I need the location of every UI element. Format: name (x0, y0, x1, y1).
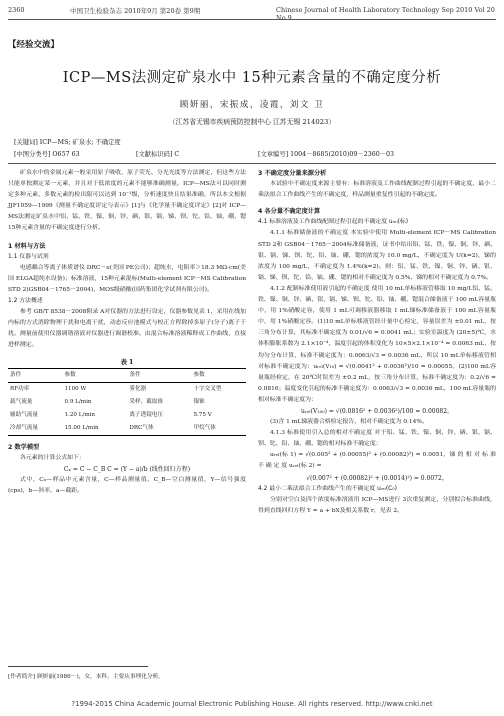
heading-uncertainty-sources: 3 不确定度分量来源分析 (258, 170, 327, 177)
clc-number: [中图分类号] O657 63 (14, 151, 80, 158)
authors: 顾妍丽，宋振成，凌霞，刘文 卫 (179, 100, 325, 110)
table-cell: 十字交叉型 (193, 385, 222, 392)
equation-urel1: uᵣₑₗ(标 1) = √(0.005² + (0.00055)² + (0.00082)²) = 0.0051，锑 的 相 对 标 准 不 确 定 度 uᵣₑₗ(标 2) = (258, 452, 496, 470)
article-number: [文章编号] 1004－8685(2010)09－2360－03 (258, 151, 395, 158)
intro-paragraph: 矿泉水中的金属元素一般采用原子吸收、原子荧光、分光光度等方法测定，但这些方法只能单独测定某一元素，并且对于低浓度的元素不能够准确测量。ICP—MS法可以同时测定多种元素，多数元素的检出限可以达到 10⁻¹级，分析速度快且结果准确，所以本文根据 JJF1059—1999《测量不确定度评定与表示》[1]与《化学量不确定度评定》[2]对 ICP—MS法测定矿泉水中铝、锰、铁、镍、铜、锌、硒、银、镉、锑、钡、铊、铅、铀、硼、锶 15种元素含量的不确定度进行分析。 (8, 170, 246, 232)
paragraph-4-1-2b: (3)含 1 mL锑液器合格检定报告，相对不确定度为 0.14%。 (270, 419, 428, 426)
table-cell: 15.00 L/min (63, 422, 128, 436)
table-cell: DRC气体 (127, 422, 191, 436)
table-header-row (8, 368, 246, 382)
heading-4-2: 4.2 最小二乘法拟合工作曲线产生的不确定度 uᵣₑₗ(C₀) (258, 485, 397, 492)
affiliation: （江苏省无锡市疾病预防控制中心 江苏无锡 214023） (168, 118, 336, 126)
table-row (8, 396, 246, 409)
article-title: ICP—MS法测定矿泉水中 15种元素含量的不确定度分析 (62, 70, 442, 86)
method-paragraph: 参考 GB/T 8538－2008附录 A对仪器的方法进行设定，仪器参数见表 1，采用在线加内标的方式消除物理干扰和电离干扰，动态反应池模式与校正方程除掉多原子(分子)离子干扰。测量前使用仪器调谐溶液对仪器进行调谐校准。由混合标准溶液稀释成工作曲线，直接进样测定。 (8, 309, 246, 349)
heading-instruments: 1.1 仪器与试剂 (8, 253, 49, 260)
table-header-cell: 条件 (8, 368, 63, 382)
table-cell: 离子透镜电压 (129, 411, 163, 418)
table-cell: RF功率 (10, 385, 30, 392)
section-tag: 【经验交流】 (8, 40, 60, 50)
footnote-rule (8, 666, 148, 667)
instrument-parameters-table (8, 368, 246, 436)
table-cell: 1100 W (64, 385, 87, 392)
formula-explanation: 式中，Cₓ—样品中元素含量，C—样品测量值，C_B—空白测量值，Y—信号强度(cps)，b—斜率，a—截距。 (8, 476, 246, 494)
journal-header-en: Chinese Journal of Health Laboratory Technology Sep 2010 Vol 20 No 9 (276, 6, 495, 22)
paragraph-4-1-1: 4.1.1 标准储备液的不确定度 本实验中使用 Multi-element ICP－MS Calibration STD 2和 GSB04－1765－2004标准储备液，证书中给出铝、锰、铁、镍、铜、锌、硒、银、镉、锑、钡、铊、铅、铀、硼、锶的浓度为 10.0 mg/L，不确定度为 U(k=2)，锑的浓度为 100 mg/L，不确定度为 1.4%(k=2)。则：铝、锰、铁、镍、铜、锌、硒、银、镉、锑、钡、铊、铅、铀、硼、锶的相对不确定度为 0.5%，锑的相对不确定度为 0.7%。 (258, 230, 496, 281)
table-cell: 采样、截取锥 (129, 398, 163, 405)
right-column (258, 168, 496, 517)
table-cell: 雾化器 (129, 385, 147, 392)
equation-v100: uᵣₑₗ(V₁₀₀) = √(0.0816² + 0.0036²)/100 = 0.00082。 (300, 407, 454, 415)
table-cell: 0.9 L/min (64, 398, 92, 405)
formula: Cₓ = C − C_B C = (Y − a)/b (线性回归方程) (63, 465, 191, 473)
table-row (8, 382, 246, 396)
author-footnote: [作者简介] 顾妍丽(1986－)，女，本科，主要从事理化分析。 (8, 674, 164, 680)
table-cell: 辅助气流量 (10, 411, 38, 418)
paragraph-4-1-2: 4.1.2 配制标准使用液引起的不确定度 使用 10 mL单标移液管移取 10 mg/L铝、锰、铁、镍、铜、锌、硒、银、镉、锑、钡、铊、铅、铀、硼、锶混合储备液于 100 mL容量瓶中，用 1%硝酸定容，使用 1 mL可调移液器移取 1 mL锑标准储备液于 100 mL容量瓶中，用 1%硝酸定容。(1)10 mL单标移液管经计量中心检定，容量误差为 ±0.01 mL，按三角分布计算，其标准不确定度为 0.01/√6 = 0.0041 mL；实验室温度为 (20±5)℃，水体积膨胀系数为 2.1×10⁻⁴，温度引起的体积变化为 10×5×2.1×10⁻⁴ = 0.0063 mL，按均匀分布计算，标准不确定度为：0.0063/√3 = 0.0036 mL，所以 10 mL单标移液管相对标准不确定度为：uᵣₑₗ(V₁₀) = √(0.0041² + 0.0036²)/10 = 0.00055。(2)100 mL容量瓶经检定，在 20℃时误差为 ±0.2 mL，按三角分布计算，标准不确定度为：0.2/√6 = 0.0816；温度变化引起的标准不确定度为：0.0063/√3 = 0.0036 mL，100 mL容量瓶的相对标准不确定度为： (258, 285, 496, 403)
table-header-cell: 参数 (191, 368, 246, 382)
table-header-cell: 参数 (63, 368, 128, 382)
copyright-line: ?1994-2015 China Academic Journal Electronic Publishing House. All rights reserved. http://www.cnki.net (71, 700, 433, 708)
table-row (8, 409, 246, 422)
meta-rule (8, 163, 496, 164)
keywords: [关键词] ICP—MS; 矿泉水; 不确定度 (14, 139, 121, 146)
heading-materials-methods: 1 材料与方法 (8, 242, 46, 250)
instruments-paragraph: 电感耦合等离子体质谱仪 DRC－e(美国 PE公司)；超纯水，电阻率＞18.3 MΩ·cm(美国 ELGA超纯水设备)；标准溶液，15种元素混标(Multi-element ICP－MS Calibration STD 2)GSB04－1765－2004)，MOS级硝酸(国药集团化学试剂有限公司)。 (8, 264, 246, 293)
journal-header-cn: 中国卫生检验杂志 2010年9月 第20卷 第9期 (70, 7, 201, 15)
paragraph-4-2: 分别对空白及四个浓度标准溶液用 ICP—MS进行 3次重复测定，分别拟合标准曲线，得到直线回归方程 Y = a + bX及相关系数 r，见表 2。 (258, 496, 496, 514)
table-header-cell: 条件 (127, 368, 191, 382)
uncertainty-sources-paragraph: 本试验中不确定度来源主要有：标准溶液及工作曲线配制过程引起的不确定度，最小二乘法拟合工作曲线产生的不确定度，样品测量重复性引起的不确定度。 (258, 181, 496, 199)
document-code: [文献标识码] C (136, 151, 180, 158)
heading-component-calc: 4 各分量不确定度计算 (258, 208, 321, 216)
header-rule (8, 19, 496, 20)
table-row (8, 422, 246, 436)
equation-urel2: √(0.007² + (0.00082)² + (0.0014)²) = 0.0072。 (306, 474, 448, 482)
left-column (8, 168, 246, 497)
math-model-intro: 各元素的计算公式如下： (20, 454, 85, 461)
table-cell: 载气流量 (10, 398, 33, 405)
page-number: 2360 (8, 6, 25, 14)
table-cell: 5.75 V (193, 411, 212, 418)
table1-caption: 表 1 (120, 358, 134, 366)
table-cell: 1.20 L/min (64, 411, 96, 418)
table-cell: 冷却气流量 (8, 422, 63, 436)
paragraph-4-1-3: 4.1.3 标准使用引入总的相对不确定度 对于铝、锰、铁、镍、铜、锌、硒、银、镉、钡、铊、铅、铀、硼、锶的相对标准不确定度： (258, 430, 496, 448)
heading-method-overview: 1.2 方法概述 (8, 298, 43, 305)
heading-math-model: 2 数学模型 (8, 443, 40, 451)
table-cell: 甲烷气体 (191, 422, 246, 436)
heading-4-1: 4.1 标准溶液及工作曲线配制过程引起的不确定度 uᵣₑₗ(标) (258, 219, 409, 226)
table-cell: 镍锥 (193, 398, 205, 405)
